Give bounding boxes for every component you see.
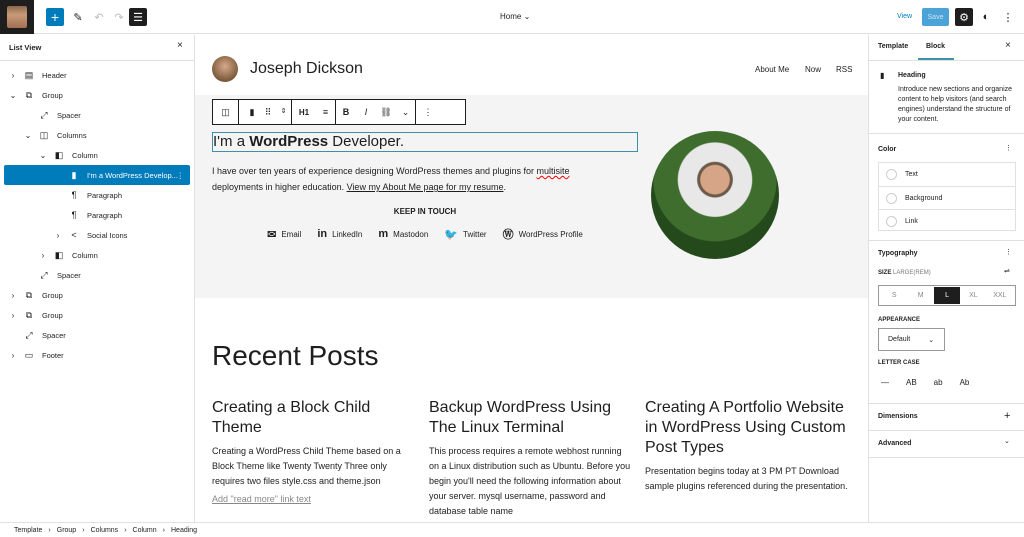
bold-icon[interactable]: B (342, 107, 350, 117)
heading-bold-text: WordPress (249, 133, 329, 150)
twitter-icon: 🐦 (444, 228, 458, 241)
breadcrumb-separator-icon: › (48, 526, 51, 534)
list-item-label: Group (42, 310, 63, 320)
post-card (645, 398, 850, 494)
empty-swatch-icon (886, 216, 897, 227)
breadcrumb-separator-icon: › (162, 526, 165, 534)
spacer-icon: ⤢ (25, 329, 33, 340)
bookmark-icon[interactable]: ▮ (249, 106, 255, 117)
drag-handle-icon[interactable]: ⠿ (264, 106, 272, 117)
align-icon[interactable]: ≡ (316, 100, 336, 124)
list-item[interactable] (4, 85, 190, 105)
dimensions-title[interactable]: Dimensions (878, 413, 918, 420)
list-item[interactable] (4, 305, 190, 325)
share-icon: < (71, 230, 77, 240)
typography-options-icon[interactable]: ⋮ (1005, 249, 1012, 256)
more-formats-chevron-icon[interactable]: ⌄ (396, 100, 416, 124)
post-title[interactable]: Creating a Block Child Theme (212, 399, 371, 436)
undo-icon[interactable]: ↶ (94, 11, 104, 24)
appearance-value: Default (888, 336, 911, 343)
color-list (878, 162, 1016, 231)
size-option-m[interactable]: M (917, 292, 924, 299)
profile-photo (651, 131, 779, 259)
para-text-2: deployments in higher education. (212, 182, 347, 192)
chevron-down-icon[interactable]: ⌄ (9, 90, 17, 100)
page-selector[interactable] (500, 12, 530, 21)
size-option-xxl[interactable]: XXL (993, 292, 1007, 299)
settings-gear-icon[interactable]: ⚙ (955, 8, 973, 26)
list-item-label: Column (72, 150, 98, 160)
list-item-label: Social Icons (87, 230, 128, 240)
wordpress-profile-icon: Ⓦ (502, 229, 514, 241)
social-link-mastodon[interactable] (378, 226, 428, 242)
more-options-icon[interactable]: ⋮ (1002, 11, 1014, 24)
list-item-label: Spacer (57, 270, 81, 280)
keep-in-touch-heading: KEEP IN TOUCH (393, 207, 457, 216)
post-title[interactable]: Creating A Portfolio Website in WordPress Using Custom Post Types (645, 399, 846, 456)
tab-block[interactable]: Block (926, 43, 946, 50)
list-view-title: List View (9, 43, 42, 52)
breadcrumb-separator-icon: › (124, 526, 127, 534)
chevron-right-icon[interactable]: › (56, 230, 60, 240)
email-icon: ✉ (267, 228, 277, 241)
block-description: Introduce new sections and organize content to help visitors (and search engines) understand the structure of your content. (898, 86, 1013, 123)
letter-case-label: LETTER CASE (878, 360, 920, 366)
post-card (212, 398, 417, 507)
chevron-down-icon[interactable]: ⌄ (1004, 438, 1010, 445)
size-toggle-group (878, 285, 1016, 306)
para-text: I have over ten years of experience designing WordPress themes and plugins for (212, 166, 537, 176)
size-label (878, 270, 931, 276)
color-item-background[interactable] (879, 186, 1015, 209)
appearance-select[interactable] (878, 328, 945, 351)
styles-contrast-icon[interactable]: ◐ (982, 11, 990, 23)
empty-swatch-icon (886, 193, 897, 204)
view-button[interactable]: View (897, 13, 913, 20)
list-item-label: Paragraph (87, 210, 123, 220)
nav-now[interactable]: Now (805, 65, 822, 74)
hero-paragraph[interactable] (212, 163, 622, 195)
nav-rss[interactable]: RSS (836, 65, 853, 74)
breadcrumb-item[interactable]: Columns (90, 526, 119, 534)
list-item[interactable] (4, 165, 190, 185)
read-more-link[interactable]: Add "read more" link text (212, 494, 311, 504)
group-icon: ⧉ (25, 89, 33, 100)
size-value: LARGE(REM) (893, 270, 931, 276)
post-title[interactable]: Backup WordPress Using The Linux Terminal (429, 399, 611, 436)
top-toolbar (0, 0, 1024, 34)
column-icon: ◧ (54, 149, 64, 160)
recent-posts-heading: Recent Posts (212, 340, 379, 371)
plus-icon[interactable]: + (1004, 410, 1011, 422)
edit-tool-icon[interactable]: ✎ (73, 11, 83, 24)
block-toolbar (212, 99, 466, 125)
post-excerpt: Creating a WordPress Child Theme based on a Block Theme like Twenty Twenty Three only requires two files style.css and theme.json (212, 446, 401, 486)
social-link-wordpress-profile[interactable] (503, 226, 583, 242)
breadcrumb-item[interactable]: Heading (171, 526, 198, 534)
header-icon: ▤ (24, 69, 34, 80)
settings-sidebar (868, 35, 1024, 522)
chevron-right-icon[interactable]: › (11, 350, 15, 360)
chevron-down-icon[interactable]: ⌄ (39, 150, 47, 160)
breadcrumb-item[interactable]: Template (14, 526, 43, 534)
letter-case-option[interactable]: — (881, 378, 889, 387)
size-option-s[interactable]: S (891, 292, 897, 299)
list-item-label: Spacer (42, 330, 66, 340)
appearance-label: APPEARANCE (878, 317, 921, 323)
list-item[interactable] (4, 125, 190, 145)
list-item[interactable] (4, 245, 190, 265)
footer-icon: ▭ (24, 349, 34, 360)
advanced-title[interactable]: Advanced (878, 440, 912, 447)
list-item[interactable] (4, 185, 190, 205)
size-label-text: SIZE (878, 270, 892, 276)
columns-icon: ◫ (39, 129, 49, 140)
italic-icon[interactable]: I (364, 107, 368, 117)
close-sidebar-icon[interactable]: × (1005, 40, 1011, 51)
editor-canvas (195, 35, 868, 522)
social-label: Mastodon (393, 229, 429, 239)
parent-column-icon[interactable]: ◫ (213, 100, 239, 124)
tab-template[interactable]: Template (878, 43, 909, 50)
link-icon[interactable]: ⛓ (380, 106, 392, 117)
post-card (429, 398, 634, 519)
about-link[interactable]: View my About Me page for my resume (346, 182, 504, 192)
list-item-label: Spacer (57, 110, 81, 120)
misspelled-word: multisite (536, 166, 570, 176)
block-options-icon[interactable]: ⋮ (423, 106, 433, 117)
site-logo[interactable] (212, 56, 238, 82)
social-label: Twitter (463, 229, 487, 239)
chevron-down-icon: ⌄ (523, 12, 531, 21)
list-view-panel (0, 35, 195, 522)
social-icons (212, 226, 638, 242)
group-icon: ⧉ (25, 309, 33, 320)
chevron-down-icon: ⌄ (928, 336, 935, 344)
list-item[interactable] (4, 345, 190, 365)
list-item[interactable] (4, 105, 190, 125)
letter-case-option[interactable]: Ab (959, 378, 970, 387)
breadcrumb-item[interactable]: Column (132, 526, 157, 534)
list-item[interactable] (4, 325, 190, 345)
letter-case-option[interactable]: ab (933, 378, 943, 387)
hero-column (212, 132, 638, 242)
list-item-label: I'm a WordPress Develop... (87, 170, 178, 180)
site-title[interactable]: Joseph Dickson (250, 60, 363, 77)
column-icon: ◧ (54, 249, 64, 260)
heading-block-icon: ▮ (880, 71, 885, 80)
chevron-right-icon[interactable]: › (41, 250, 45, 260)
list-item-label: Group (42, 90, 63, 100)
spacer-icon: ⤢ (40, 109, 48, 120)
chevron-right-icon[interactable]: › (11, 70, 15, 80)
spacer-icon: ⤢ (40, 269, 48, 280)
breadcrumb-item[interactable]: Group (56, 526, 77, 534)
para-end: . (503, 182, 507, 192)
hero-group (195, 95, 868, 298)
breadcrumb-separator-icon: › (82, 526, 85, 534)
hero-heading[interactable] (212, 132, 638, 152)
linkedin-icon: in (317, 228, 328, 240)
color-item-label: Link (905, 217, 918, 225)
item-options-icon[interactable]: ⋮ (176, 170, 184, 180)
page-title: Home (500, 12, 522, 21)
empty-swatch-icon (886, 169, 897, 180)
color-item-text[interactable] (879, 163, 1015, 186)
nav-about[interactable]: About Me (755, 65, 790, 74)
bookmark-icon: ▮ (71, 169, 77, 180)
social-label: LinkedIn (332, 229, 363, 239)
list-item-label: Footer (42, 350, 64, 360)
list-item-label: Group (42, 290, 63, 300)
group-icon: ⧉ (25, 289, 33, 300)
social-link-linkedin[interactable] (317, 226, 362, 242)
heading-text-end: Developer. (328, 133, 405, 150)
social-link-email[interactable] (267, 226, 301, 242)
size-option-xl[interactable]: XL (969, 292, 978, 299)
color-options-icon[interactable]: ⋮ (1005, 145, 1012, 152)
add-block-button[interactable]: + (46, 8, 64, 26)
block-name: Heading (898, 72, 926, 79)
color-item-label: Background (905, 194, 943, 202)
list-item-label: Header (42, 70, 67, 80)
color-item-label: Text (905, 171, 918, 178)
site-avatar[interactable] (0, 0, 34, 34)
letter-case-group (878, 378, 972, 387)
social-label: WordPress Profile (518, 229, 583, 239)
letter-case-option[interactable]: AB (906, 378, 917, 387)
list-item-label: Column (72, 250, 98, 260)
list-item-label: Columns (57, 130, 87, 140)
color-section-title: Color (878, 146, 897, 153)
social-link-twitter[interactable] (444, 226, 486, 242)
paragraph-icon: ¶ (71, 190, 77, 200)
save-button[interactable]: Save (922, 8, 949, 26)
list-item[interactable] (4, 145, 190, 165)
social-label: Email (281, 229, 302, 239)
color-item-link[interactable] (879, 209, 1015, 232)
move-up-down-icon[interactable]: ⇕ (276, 100, 292, 124)
paragraph-icon: ¶ (71, 210, 77, 220)
chevron-right-icon[interactable]: › (11, 310, 15, 320)
heading-level-button[interactable]: H1 (298, 107, 310, 117)
list-item[interactable] (4, 205, 190, 225)
post-excerpt: Presentation begins today at 3 PM PT Download sample plugins referenced during the presentation. (645, 466, 848, 491)
list-item[interactable] (4, 225, 190, 245)
list-item[interactable] (4, 265, 190, 285)
custom-size-icon[interactable]: ⇌ (1004, 268, 1010, 275)
close-icon[interactable]: × (177, 40, 183, 51)
list-item[interactable] (4, 65, 190, 85)
mastodon-icon: m (378, 228, 389, 240)
list-item[interactable] (4, 285, 190, 305)
chevron-down-icon[interactable]: ⌄ (24, 130, 32, 140)
block-breadcrumb (0, 522, 1024, 537)
heading-text: I'm a (213, 133, 250, 150)
post-excerpt: This process requires a remote webhost running on a Linux distribution such as Ubuntu. Before you begin you'll need the following information about your server. mysql username, password and database table name (429, 446, 631, 516)
typography-title: Typography (878, 250, 918, 257)
size-option-l[interactable]: L (934, 287, 960, 304)
list-view-button[interactable]: ☰ (129, 8, 147, 26)
redo-icon[interactable]: ↷ (114, 11, 124, 24)
chevron-right-icon[interactable]: › (11, 290, 15, 300)
list-item-label: Paragraph (87, 190, 123, 200)
